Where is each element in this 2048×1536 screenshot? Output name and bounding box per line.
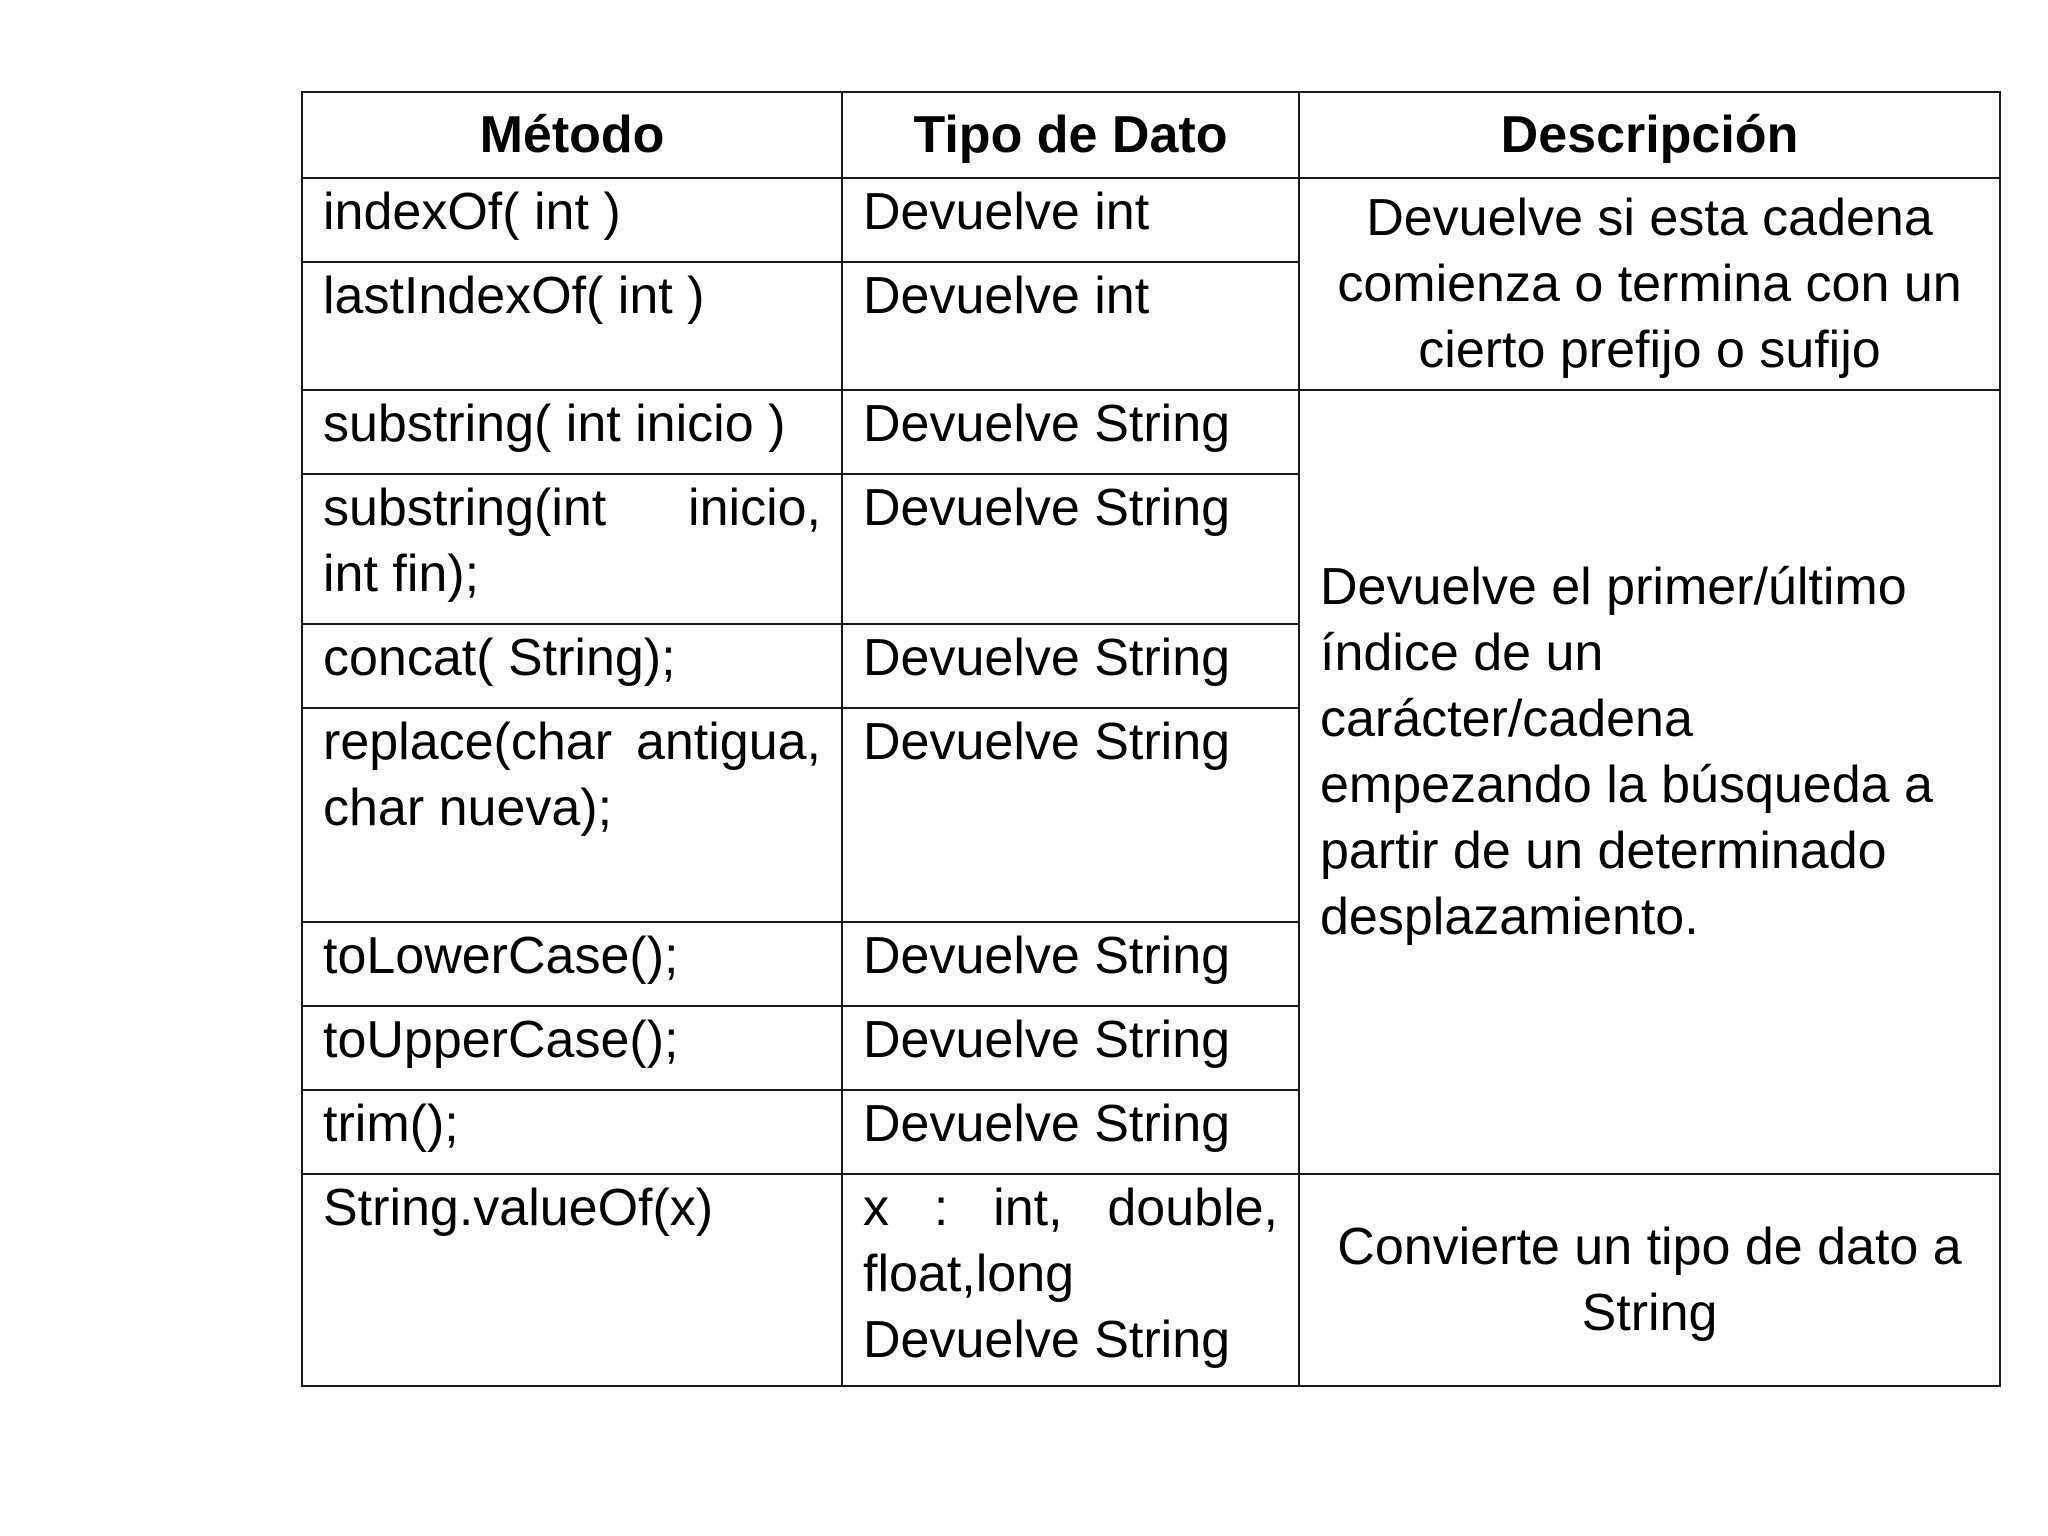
type-cell: Devuelve String [842, 624, 1299, 708]
description-cell: Convierte un tipo de dato a String [1299, 1174, 2000, 1386]
method-cell: replace(char antigua, char nueva); [302, 708, 842, 922]
type-return-text: Devuelve String [863, 1311, 1231, 1369]
method-cell: lastIndexOf( int ) [302, 262, 842, 390]
method-cell: concat( String); [302, 624, 842, 708]
method-cell: toLowerCase(); [302, 922, 842, 1006]
method-cell: toUpperCase(); [302, 1006, 842, 1090]
description-cell: Devuelve el primer/último índice de un carácter/cadena empezando la búsqueda a partir de un determinado desplazamiento. [1299, 390, 2000, 1174]
type-cell: Devuelve String [842, 922, 1299, 1006]
method-cell: substring(int inicio, int fin); [302, 474, 842, 624]
type-params-text: x : int, double, float,long [863, 1179, 1278, 1303]
type-cell: Devuelve String [842, 708, 1299, 922]
header-description: Descripción [1299, 92, 2000, 178]
table-row [302, 1174, 2000, 1386]
type-cell: Devuelve String [842, 390, 1299, 474]
header-type: Tipo de Dato [842, 92, 1299, 178]
type-cell: Devuelve String [842, 474, 1299, 624]
table-row [302, 178, 2000, 262]
header-method: Método [302, 92, 842, 178]
table-row [302, 390, 2000, 474]
table-header-row [302, 92, 2000, 178]
type-cell [842, 1174, 1299, 1386]
type-cell: Devuelve int [842, 262, 1299, 390]
type-cell: Devuelve String [842, 1006, 1299, 1090]
type-cell: Devuelve String [842, 1090, 1299, 1174]
string-methods-table [301, 91, 2001, 1387]
method-cell: trim(); [302, 1090, 842, 1174]
type-cell: Devuelve int [842, 178, 1299, 262]
method-cell: String.valueOf(x) [302, 1174, 842, 1386]
method-cell: indexOf( int ) [302, 178, 842, 262]
description-cell: Devuelve si esta cadena comienza o termina con un cierto prefijo o sufijo [1299, 178, 2000, 390]
method-cell: substring( int inicio ) [302, 390, 842, 474]
